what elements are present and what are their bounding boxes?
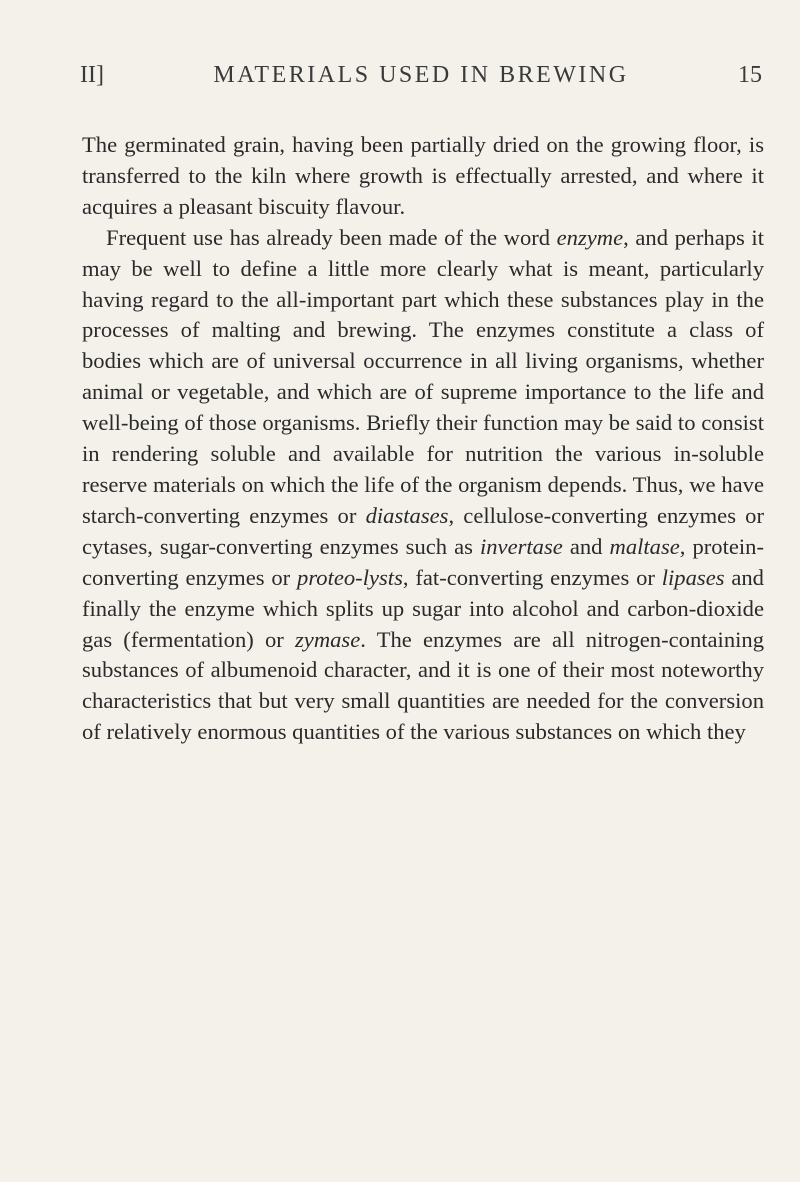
text-run: , cellulose-converting enzymes or cytases, sugar-converting enzymes such as [82,502,765,559]
text-run: Frequent use has already been made of the word [106,224,557,250]
text-run: , fat-converting enzymes or [402,564,662,590]
text-run: and finally the enzyme which splits up sugar into alcohol and carbon-dioxide gas (fermentation) or [82,564,764,652]
paragraph-text: The germinated grain, having been partially dried on the growing floor, is transferred to the kiln where growth is effectually arrested, and where it acquires a pleasant biscuity flavour. [82,132,764,219]
italic-term-maltase: maltase [609,533,680,559]
text-run: . The enzymes are all nitrogen-containing substances of albumenoid character, and it is one of their most noteworthy characteristics that but very small quantities are needed for the conversion of relatively enormous quantities of the various substances on which they [82,626,764,745]
text-run: , and perhaps it may be well to define a little more clearly what is meant, particularly having regard to the all-important part which these substances play in the processes of malting and brewing. The enzymes constitute a class of bodies which are of universal occurrence in all living organisms, whether animal or vegetable, and which are of supreme importance to the life and well-being of those organisms. Briefly their function may be said to consist in rendering soluble and available for nutrition the various in-soluble reserve materials on which the life of the organism depends. Thus, we have starch-converting enzymes or [82,224,764,528]
chapter-number: II] [80,62,104,88]
running-title: MATERIALS USED IN BREWING [213,62,629,88]
paragraph-enzymes [82,223,764,748]
italic-term-proteolysts: proteo-lysts [297,564,403,590]
page-number: 15 [738,62,762,88]
paragraph-kiln [82,130,764,223]
text-run: and [562,533,610,559]
italic-term-diastases: diastases [365,502,449,528]
running-head [80,62,762,102]
text-run: , protein-converting enzymes or [82,533,764,590]
italic-term-invertase: invertase [479,533,563,559]
italic-term-zymase: zymase [295,626,361,652]
body-text [82,130,764,748]
italic-term-lipases: lipases [661,564,725,590]
italic-term-enzyme: enzyme [556,224,624,250]
